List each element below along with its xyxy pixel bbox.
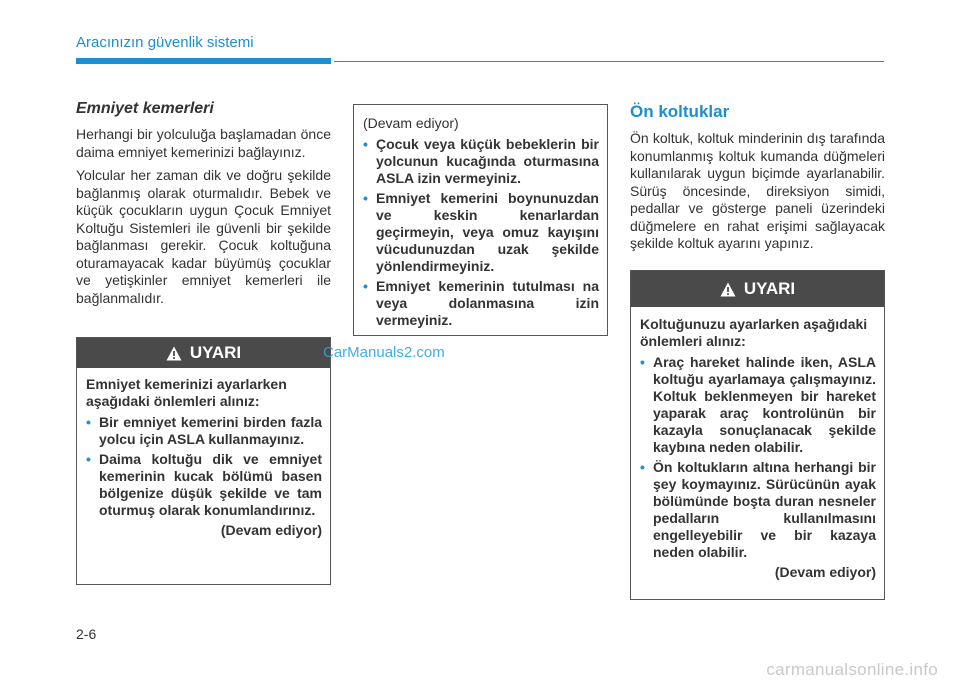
header-bar-thick xyxy=(76,58,331,64)
page-number: 2-6 xyxy=(76,626,97,642)
warning-item: • Emniyet kemerinin tutulması na veya dolanmasına izin vermeyiniz. xyxy=(363,278,599,328)
warning-item: • Çocuk veya küçük bebeklerin bir yolcunun kucağında oturmasına ASLA izin vermeyiniz. xyxy=(363,136,599,186)
warning-box-seat-belts xyxy=(76,337,331,585)
warning-label: UYARI xyxy=(189,343,242,362)
warning-item: • Araç hareket halinde iken, ASLA koltuğu ayarlamaya çalışmayınız. Koltuk beklenmeyen bir hareket yaparak araç kontrolünün bir kazayla sonuçlanacak şekilde kaybına neden olabilir. xyxy=(640,354,876,455)
seat-belts-section xyxy=(76,100,331,313)
warning-triangle-icon xyxy=(166,346,182,361)
bullet-icon: • xyxy=(86,451,91,467)
watermark-text: CarManuals2.com xyxy=(323,344,445,361)
bullet-icon: • xyxy=(363,190,368,206)
front-seats-paragraph: Ön koltuk, koltuk minderinin dış tarafında konumlanmış koltuk kumanda düğmeleri kullanılarak uygun biçimde ayarlanabilir. Sürüş öncesinde, direksiyon simidi, pedallar ve gösterge paneli üzerindeki düğmelere en rahat erişimi sağlayacak şekilde koltuk ayarını yapınız. xyxy=(630,130,885,251)
warning-lead: Emniyet kemerinizi ayarlarken aşağıdaki önlemleri alınız: xyxy=(86,376,287,409)
warning-item: • Bir emniyet kemerini birden fazla yolcu için ASLA kullanmayınız. xyxy=(86,414,322,447)
warning-item: • Emniyet kemerini boynunuzdan ve keskin kenarlardan geçirmeyin, veya omuz kayışını vücudunuzdan uzak şekilde yönlendirmeyiniz. xyxy=(363,190,599,274)
bullet-icon: • xyxy=(363,278,368,294)
seat-belts-heading: Emniyet kemerleri xyxy=(76,100,214,117)
seat-belts-paragraph-1: Herhangi bir yolculuğa başlamadan önce daima emniyet kemerinizi bağlayınız. xyxy=(76,126,331,160)
footer-site-text: carmanualsonline.info xyxy=(766,660,938,679)
continued-lead: (Devam ediyor) xyxy=(363,115,459,131)
header-title: Aracınızın güvenlik sistemi xyxy=(76,34,254,51)
continued-warning-box xyxy=(353,104,608,336)
seat-belts-paragraph-2: Yolcular her zaman dik ve doğru şekilde bağlanmış olarak oturmalıdır. Bebek ve küçük çocukların uygun Çocuk Emniyet Koltuğu Sistemleri ile güvenli bir şekilde bağlanması gerekir. Çocuk koltuğuna oturamayacak kadar büyümüş çocuklar ve yetişkinler emniyet kemerleri ile bağlanmalıdır. xyxy=(76,167,331,306)
continued-label: (Devam ediyor) xyxy=(220,522,322,538)
warning-triangle-icon xyxy=(720,282,736,297)
bullet-icon: • xyxy=(640,459,645,475)
warning-label: UYARI xyxy=(743,279,796,298)
front-seats-heading: Ön koltuklar xyxy=(630,102,730,121)
warning-header xyxy=(77,338,330,368)
bullet-icon: • xyxy=(86,414,91,430)
bullet-icon: • xyxy=(640,354,645,370)
header-bar-thin xyxy=(334,61,884,62)
front-seats-section xyxy=(630,102,885,259)
warning-box-front-seats xyxy=(630,270,885,600)
warning-item: • Ön koltukların altına herhangi bir şey koymayınız. Sürücünün ayak bölümünde boşta duran nesneler pedalların kullanılmasını engelleyebilir ve bir kazaya neden olabilir. xyxy=(640,459,876,560)
warning-lead: Koltuğunuzu ayarlarken aşağıdaki önlemleri alınız: xyxy=(640,316,868,349)
bullet-icon: • xyxy=(363,136,368,152)
continued-label: (Devam ediyor) xyxy=(774,564,876,580)
warning-item: • Daima koltuğu dik ve emniyet kemerinin kucak bölümü basen bölgenize düşük şekilde ve tam oturmuş olarak konumlandırınız. xyxy=(86,451,322,518)
warning-header xyxy=(631,271,884,307)
